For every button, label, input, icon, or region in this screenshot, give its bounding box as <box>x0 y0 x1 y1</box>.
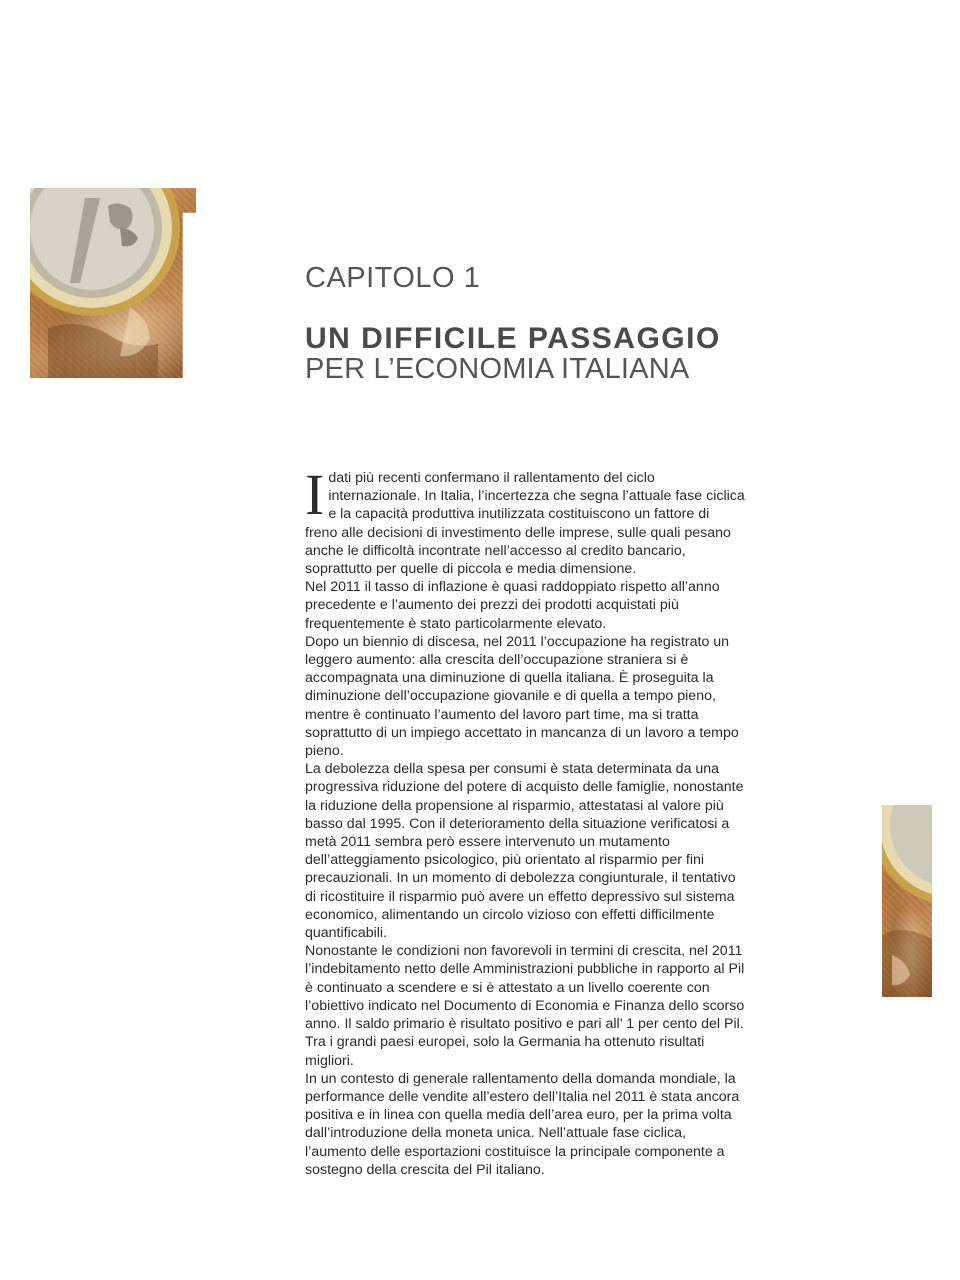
paragraph-6: In un contesto di generale rallentamento della domanda mondiale, la performance delle vendite all’estero dell’Italia nel 2011 è stata ancora positiva e in linea con quella media dell’area euro, per la prima volta dall’introduzione della moneta unica. Nell’attuale fase ciclica, l’aumento delle esportazioni costituisce la principale componente a sostegno della crescita del Pil italiano. <box>305 1070 740 1178</box>
chapter-title-bold: UN DIFFICILE PASSAGGIO <box>305 322 721 355</box>
paragraph-1-text: dati più recenti confermano il rallentamento del ciclo internazionale. In Italia, l’incertezza che segna l’attuale fase ciclica e la capacità produttiva inutilizzata costituiscono un fattore di freno alle decisioni di investimento delle imprese, sulle quali pesano anche le difficoltà incontrate nell’accesso al credito bancario, soprattutto per quelle di piccola e media dimensione. <box>305 470 745 578</box>
euro-coin-icon <box>30 188 196 378</box>
paragraph-2: Nel 2011 il tasso di inflazione è quasi raddoppiato rispetto all’anno precedente e l’aumento dei prezzi dei prodotti acquistati più frequentemente è stato particolarmente elevato. <box>305 579 720 632</box>
chapter-label: CAPITOLO 1 <box>305 262 481 294</box>
paragraph-4: La debolezza della spesa per consumi è stata determinata da una progressiva riduzione del potere di acquisto delle famiglie, nonostante la riduzione della propensione al risparmio, attestatasi al valore più basso dal 1995. Con il deterioramento della situazione verificatosi a metà 2011 sembra però essere intervenuto un mutamento dell’atteggiamento psicologico, più orientato al risparmio per fini precauzionali. In un momento di debolezza congiunturale, il tentativo di ricostituire il risparmio può avere un effetto depressivo sul sistema economico, alimentando un circolo vizioso con effetti difficilmente quantificabili. <box>305 761 744 942</box>
drop-cap: I <box>305 462 325 527</box>
paragraph-5: Nonostante le condizioni non favorevoli in termini di crescita, nel 2011 l’indebitamento netto delle Amministrazioni pubbliche in rapporto al Pil è continuato a scendere e si è attestato a un livello coerente con l’obiettivo indicato nel Documento di Economia e Finanza dello scorso anno. Il saldo primario è risultato positivo e pari all’ 1 per cento del Pil. Tra i grandi paesi europei, solo la Germania ha ottenuto risultati migliori. <box>305 943 745 1069</box>
body-text <box>305 462 745 1179</box>
euro-coin-image-right <box>882 805 932 997</box>
paragraph-1 <box>305 462 745 578</box>
paragraph-3: Dopo un biennio di discesa, nel 2011 l’occupazione ha registrato un leggero aumento: alla crescita dell’occupazione straniera si è accompagnata una diminuzione di quella italiana. È proseguita la diminuzione dell’occupazione giovanile e di quella a tempo pieno, mentre è continuato l’aumento del lavoro part time, ma si tratta soprattutto di un impiego accettato in mancanza di un lavoro a tempo pieno. <box>305 633 739 760</box>
chapter-title-light: PER L’ECONOMIA ITALIANA <box>305 353 690 385</box>
euro-coin-image-left <box>30 188 196 378</box>
euro-coin-icon <box>882 805 932 997</box>
